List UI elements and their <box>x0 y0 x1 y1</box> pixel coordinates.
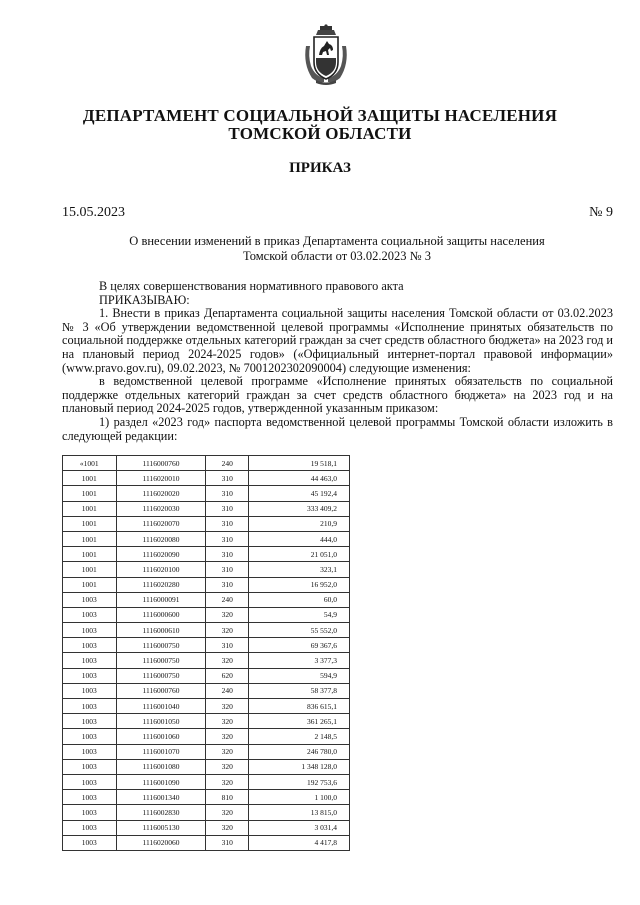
cell-target-article-code: 1116000610 <box>116 623 206 638</box>
cell-target-article-code: 1116001070 <box>116 744 206 759</box>
cell-expense-type-code: 320 <box>206 699 248 714</box>
cell-target-article-code: 1116001340 <box>116 790 206 805</box>
cell-target-article-code: 1116020010 <box>116 471 206 486</box>
cell-section-code: 1001 <box>63 501 117 516</box>
cell-section-code: 1003 <box>63 744 117 759</box>
cell-section-code: 1003 <box>63 623 117 638</box>
cell-amount: 3 377,3 <box>248 653 349 668</box>
cell-section-code: 1003 <box>63 774 117 789</box>
cell-target-article-code: 1116005130 <box>116 820 206 835</box>
cell-amount: 58 377,8 <box>248 683 349 698</box>
cell-section-code: «1001 <box>63 456 117 471</box>
cell-amount: 3 031,4 <box>248 820 349 835</box>
table-row <box>63 638 350 653</box>
cell-section-code: 1003 <box>63 759 117 774</box>
table-row <box>63 820 350 835</box>
cell-expense-type-code: 310 <box>206 516 248 531</box>
cell-amount: 2 148,5 <box>248 729 349 744</box>
cell-expense-type-code: 320 <box>206 744 248 759</box>
cell-section-code: 1001 <box>63 562 117 577</box>
table-row <box>63 729 350 744</box>
cell-expense-type-code: 320 <box>206 714 248 729</box>
document-date: 15.05.2023 <box>62 205 125 220</box>
table-row <box>63 683 350 698</box>
cell-amount: 44 463,0 <box>248 471 349 486</box>
cell-section-code: 1003 <box>63 729 117 744</box>
table-row <box>63 456 350 471</box>
cell-section-code: 1003 <box>63 820 117 835</box>
cell-target-article-code: 1116001050 <box>116 714 206 729</box>
cell-target-article-code: 1116020100 <box>116 562 206 577</box>
document-number: № 9 <box>589 205 613 220</box>
cell-expense-type-code: 320 <box>206 774 248 789</box>
cell-target-article-code: 1116000760 <box>116 456 206 471</box>
cell-target-article-code: 1116000750 <box>116 653 206 668</box>
cell-section-code: 1001 <box>63 516 117 531</box>
cell-target-article-code: 1116020020 <box>116 486 206 501</box>
cell-expense-type-code: 240 <box>206 592 248 607</box>
table-row <box>63 790 350 805</box>
table-row <box>63 668 350 683</box>
cell-amount: 21 051,0 <box>248 547 349 562</box>
table-row <box>63 531 350 546</box>
cell-target-article-code: 1116020030 <box>116 501 206 516</box>
cell-target-article-code: 1116000750 <box>116 638 206 653</box>
cell-target-article-code: 1116020080 <box>116 531 206 546</box>
coat-of-arms-emblem <box>302 24 350 86</box>
table-row <box>63 486 350 501</box>
table-row <box>63 774 350 789</box>
organization-name-line1: ДЕПАРТАМЕНТ СОЦИАЛЬНОЙ ЗАЩИТЫ НАСЕЛЕНИЯ <box>82 106 558 125</box>
budget-table-body <box>63 456 350 851</box>
cell-expense-type-code: 310 <box>206 501 248 516</box>
cell-target-article-code: 1116001080 <box>116 759 206 774</box>
table-row <box>63 471 350 486</box>
cell-target-article-code: 1116001040 <box>116 699 206 714</box>
cell-amount: 4 417,8 <box>248 835 349 850</box>
table-row <box>63 623 350 638</box>
order-word: ПРИКАЗЫВАЮ: <box>99 292 190 307</box>
cell-expense-type-code: 320 <box>206 820 248 835</box>
cell-amount: 836 615,1 <box>248 699 349 714</box>
cell-section-code: 1003 <box>63 607 117 622</box>
cell-section-code: 1003 <box>63 668 117 683</box>
cell-section-code: 1003 <box>63 683 117 698</box>
document-body <box>62 280 613 443</box>
document-type-title: ПРИКАЗ <box>289 160 351 176</box>
table-row <box>63 577 350 592</box>
cell-amount: 594,9 <box>248 668 349 683</box>
cell-amount: 246 780,0 <box>248 744 349 759</box>
cell-section-code: 1003 <box>63 790 117 805</box>
cell-target-article-code: 1116020090 <box>116 547 206 562</box>
cell-amount: 192 753,6 <box>248 774 349 789</box>
cell-expense-type-code: 310 <box>206 531 248 546</box>
cell-expense-type-code: 310 <box>206 638 248 653</box>
cell-amount: 69 367,6 <box>248 638 349 653</box>
cell-amount: 19 518,1 <box>248 456 349 471</box>
cell-section-code: 1003 <box>63 835 117 850</box>
cell-amount: 444,0 <box>248 531 349 546</box>
cell-expense-type-code: 320 <box>206 759 248 774</box>
cell-target-article-code: 1116000091 <box>116 592 206 607</box>
cell-amount: 13 815,0 <box>248 805 349 820</box>
table-row <box>63 714 350 729</box>
cell-expense-type-code: 240 <box>206 683 248 698</box>
cell-expense-type-code: 310 <box>206 486 248 501</box>
cell-amount: 323,1 <box>248 562 349 577</box>
cell-expense-type-code: 310 <box>206 562 248 577</box>
cell-section-code: 1001 <box>63 471 117 486</box>
organization-name-line2: ТОМСКОЙ ОБЛАСТИ <box>228 124 412 143</box>
cell-section-code: 1003 <box>63 592 117 607</box>
cell-section-code: 1001 <box>63 547 117 562</box>
cell-amount: 1 100,0 <box>248 790 349 805</box>
table-row <box>63 516 350 531</box>
cell-amount: 55 552,0 <box>248 623 349 638</box>
cell-section-code: 1003 <box>63 699 117 714</box>
cell-expense-type-code: 810 <box>206 790 248 805</box>
table-row <box>63 699 350 714</box>
cell-target-article-code: 1116000750 <box>116 668 206 683</box>
table-row <box>63 759 350 774</box>
table-row <box>63 501 350 516</box>
cell-amount: 361 265,1 <box>248 714 349 729</box>
cell-section-code: 1001 <box>63 577 117 592</box>
table-row <box>63 607 350 622</box>
cell-expense-type-code: 320 <box>206 805 248 820</box>
cell-target-article-code: 1116002830 <box>116 805 206 820</box>
table-row <box>63 653 350 668</box>
cell-amount: 16 952,0 <box>248 577 349 592</box>
intro-paragraph: В целях совершенствования нормативного правового акта <box>99 279 404 293</box>
cell-section-code: 1003 <box>63 805 117 820</box>
cell-target-article-code: 1116020060 <box>116 835 206 850</box>
cell-section-code: 1001 <box>63 531 117 546</box>
table-row <box>63 744 350 759</box>
cell-expense-type-code: 620 <box>206 668 248 683</box>
cell-amount: 45 192,4 <box>248 486 349 501</box>
cell-expense-type-code: 240 <box>206 456 248 471</box>
cell-target-article-code: 1116020070 <box>116 516 206 531</box>
cell-expense-type-code: 310 <box>206 471 248 486</box>
cell-expense-type-code: 320 <box>206 653 248 668</box>
cell-expense-type-code: 310 <box>206 547 248 562</box>
table-row <box>63 592 350 607</box>
subject-line2: Томской области от 03.02.2023 № 3 <box>243 249 431 263</box>
cell-expense-type-code: 320 <box>206 607 248 622</box>
cell-amount: 60,0 <box>248 592 349 607</box>
table-row <box>63 562 350 577</box>
table-row <box>63 805 350 820</box>
subject-line1: О внесении изменений в приказ Департамента социальной защиты населения <box>129 234 545 248</box>
paragraph-2: в ведомственной целевой программе «Исполнение принятых обязательств по социальной поддержке отдельных категорий граждан за счет средств областного бюджета» на 2023 год и на плановый период 2024-2025 годов, утвержденной указанным приказом: <box>62 374 613 416</box>
cell-amount: 1 348 128,0 <box>248 759 349 774</box>
cell-amount: 333 409,2 <box>248 501 349 516</box>
cell-section-code: 1003 <box>63 653 117 668</box>
cell-target-article-code: 1116020280 <box>116 577 206 592</box>
cell-amount: 210,9 <box>248 516 349 531</box>
cell-target-article-code: 1116000600 <box>116 607 206 622</box>
budget-table <box>62 455 350 851</box>
table-row <box>63 547 350 562</box>
paragraph-1: 1. Внести в приказ Департамента социальной защиты населения Томской области от 03.02.2023 № 3 «Об утверждении ведомственной целевой программы «Исполнение принятых обязательств по социальной поддержке отдельных категорий граждан за счет средств областного бюджета» на 2023 год и на плановый период 2024-2025 годов» («Официальный интернет-портал правовой информации» (www.pravo.gov.ru), 09.02.2023, № 7001202302090004) следующие изменения: <box>62 306 613 375</box>
cell-expense-type-code: 310 <box>206 577 248 592</box>
paragraph-3: 1) раздел «2023 год» паспорта ведомственной целевой программы Томской области изложить в следующей редакции: <box>62 414 613 443</box>
document-subject <box>62 234 612 264</box>
cell-expense-type-code: 320 <box>206 729 248 744</box>
cell-section-code: 1003 <box>63 714 117 729</box>
cell-amount: 54,9 <box>248 607 349 622</box>
cell-section-code: 1001 <box>63 486 117 501</box>
cell-target-article-code: 1116001060 <box>116 729 206 744</box>
cell-expense-type-code: 310 <box>206 835 248 850</box>
cell-section-code: 1003 <box>63 638 117 653</box>
table-row <box>63 835 350 850</box>
cell-expense-type-code: 320 <box>206 623 248 638</box>
cell-target-article-code: 1116000760 <box>116 683 206 698</box>
cell-target-article-code: 1116001090 <box>116 774 206 789</box>
